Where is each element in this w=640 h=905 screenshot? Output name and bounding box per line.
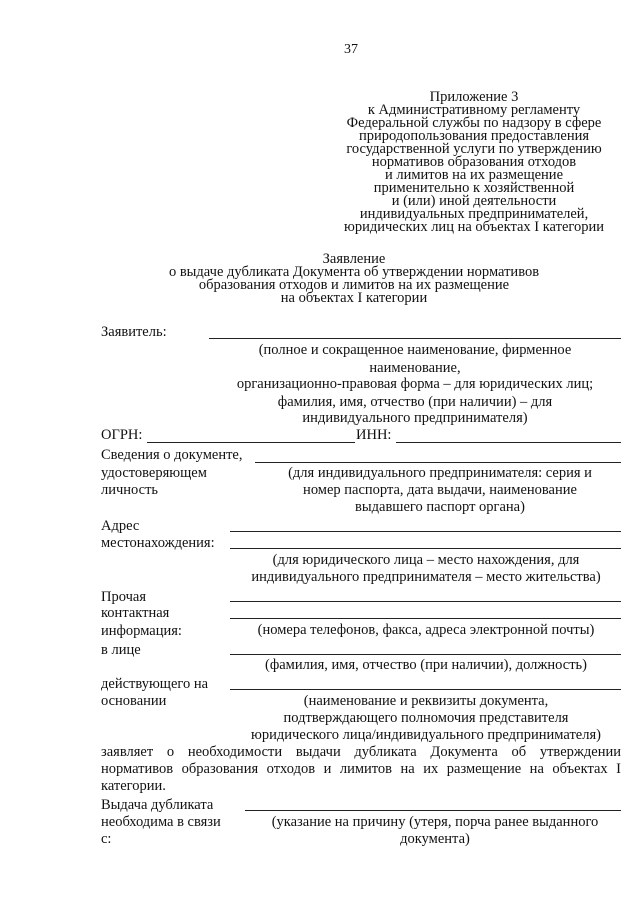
applicant-hint-line: фамилия, имя, отчество (при наличии) – для [277,394,553,410]
title-line: о выдаче дубликата Документа об утверждении нормативов [168,264,540,280]
applicant-hint-line: (полное и сокращенное наименование, фирменное [258,342,572,358]
id-doc-label-line: Сведения о документе, [101,447,243,463]
appendix-line: индивидуальных предпринимателей, [359,206,589,222]
reason-label-line: с: [101,831,112,847]
contact-label-line: информация: [101,623,182,639]
reason-hint-line: документа) [400,831,470,847]
appendix-line: и лимитов на их размещение [384,167,564,183]
contact-field-line-2[interactable] [230,618,621,619]
reason-field-line[interactable] [245,810,621,811]
person-field-line[interactable] [230,654,621,655]
appendix-line: природопользования предоставления [358,128,590,144]
appendix-line: к Административному регламенту [367,102,581,118]
address-label-line: Адрес [101,518,140,534]
appendix-line: нормативов образования отходов [371,154,577,170]
applicant-label: Заявитель: [101,324,167,340]
reason-label-line: Выдача дубликата [101,797,214,813]
basis-label-line: действующего на [101,676,209,692]
appendix-line: государственной услуги по утверждению [346,141,602,157]
id-doc-field-line[interactable] [255,462,621,463]
appendix-line: и (или) иной деятельности [391,193,557,209]
appendix-line: юридических лиц на объектах I категории [344,219,604,235]
person-label: в лице [101,642,141,658]
id-doc-label-line: удостоверяющем [101,465,207,481]
basis-field-line[interactable] [230,689,621,690]
contact-field-line-1[interactable] [230,601,621,602]
statement-line: нормативов образования отходов и лимитов на их размещение на объектах I [101,761,621,777]
ogrn-field-line[interactable] [147,442,355,443]
appendix-line: Приложение 3 [429,89,519,105]
applicant-hint-line: организационно-правовая форма – для юридических лиц; [236,376,594,392]
appendix-line: применительно к хозяйственной [373,180,575,196]
inn-label: ИНН: [356,427,392,443]
page-number: 37 [344,42,358,57]
contact-hint: (номера телефонов, факса, адреса электронной почты) [257,622,595,638]
applicant-hint-line: наименование, [369,360,461,376]
inn-field-line[interactable] [396,442,621,443]
id-doc-hint-line: номер паспорта, дата выдачи, наименование [303,482,577,498]
ogrn-label: ОГРН: [101,427,143,443]
address-hint-line: индивидуального предпринимателя – место жительства) [251,569,601,585]
reason-hint-line: (указание на причину (утеря, порча ранее выданного [271,814,599,830]
basis-hint-line: (наименование и реквизиты документа, [303,693,549,709]
statement-line: заявляет о необходимости выдачи дубликата Документа об утверждении [101,744,621,760]
statement-line: категории. [101,778,166,794]
applicant-hint-line: индивидуального предпринимателя) [302,410,528,426]
address-hint-line: (для юридического лица – место нахождения, для [272,552,580,568]
applicant-field-line-1[interactable] [209,338,621,339]
title-line: Заявление [322,251,386,267]
contact-label-line: контактная [101,605,170,621]
appendix-line: Федеральной службы по надзору в сфере [346,115,602,131]
address-label-line: местонахождения: [101,535,215,551]
id-doc-hint-line: выдавшего паспорт органа) [355,499,525,515]
address-field-line-1[interactable] [230,531,621,532]
id-doc-hint-line: (для индивидуального предпринимателя: серия и [288,465,592,481]
basis-hint-line: подтверждающего полномочия представителя [283,710,569,726]
person-hint: (фамилия, имя, отчество (при наличии), должность) [265,657,587,673]
title-line: на объектах I категории [280,290,428,306]
address-field-line-2[interactable] [230,548,621,549]
basis-hint-line: юридического лица/индивидуального предпринимателя) [251,727,601,743]
contact-label-line: Прочая [101,589,146,605]
basis-label-line: основании [101,693,167,709]
reason-label-line: необходима в связи [101,814,221,830]
id-doc-label-line: личность [101,482,159,498]
title-line: образования отходов и лимитов на их размещение [198,277,510,293]
